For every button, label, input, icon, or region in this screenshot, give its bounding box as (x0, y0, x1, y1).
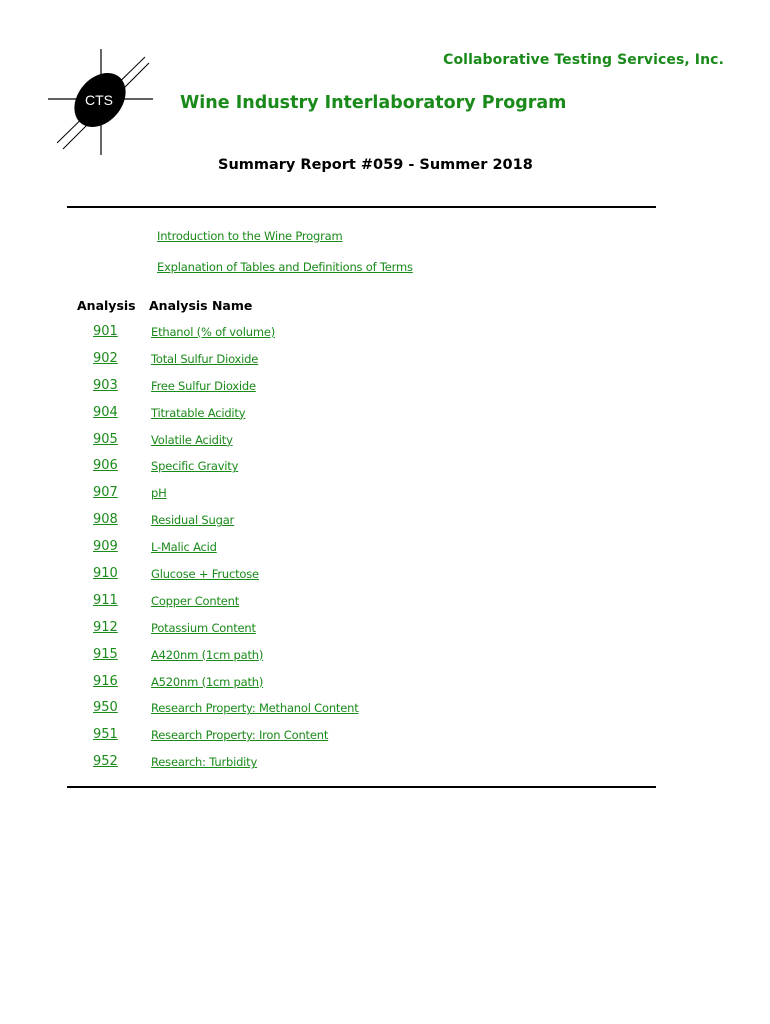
analysis-code-link[interactable]: 908 (93, 512, 118, 528)
table-row (0, 593, 770, 620)
analysis-code-link[interactable]: 951 (93, 727, 118, 743)
table-row (0, 432, 770, 459)
analysis-name-column-header: Analysis Name (149, 298, 253, 313)
analysis-code-link[interactable]: 905 (93, 431, 118, 447)
report-title: Summary Report #059 - Summer 2018 (218, 157, 533, 173)
analysis-name-link[interactable]: Free Sulfur Dioxide (151, 378, 256, 393)
bottom-divider (67, 786, 656, 788)
analysis-code-link[interactable]: 902 (93, 350, 118, 366)
explanation-link[interactable]: Explanation of Tables and Definitions of Terms (157, 260, 413, 274)
analysis-code-link[interactable]: 915 (93, 646, 118, 662)
table-row (0, 539, 770, 566)
table-row (0, 754, 770, 781)
analysis-code-link[interactable]: 909 (93, 539, 118, 555)
company-name: Collaborative Testing Services, Inc. (443, 52, 724, 68)
introduction-link[interactable]: Introduction to the Wine Program (157, 229, 343, 243)
table-row (0, 485, 770, 512)
analysis-code-link[interactable]: 911 (93, 592, 118, 608)
analysis-code-link[interactable]: 952 (93, 754, 118, 770)
analysis-name-link[interactable]: Ethanol (% of volume) (151, 325, 275, 339)
analysis-code-link[interactable]: 907 (93, 485, 118, 501)
analysis-code-link[interactable]: 910 (93, 566, 118, 582)
analysis-code-link[interactable]: 916 (93, 673, 118, 689)
table-row (0, 647, 770, 674)
analysis-name-link[interactable]: Residual Sugar (151, 513, 235, 528)
table-row (0, 512, 770, 539)
analysis-name-link[interactable]: pH (151, 486, 167, 501)
analysis-column-header: Analysis (77, 298, 136, 313)
analysis-code-link[interactable]: 906 (93, 458, 118, 474)
analysis-name-link[interactable]: Total Sulfur Dioxide (151, 351, 259, 366)
analysis-name-link[interactable]: Titratable Acidity (151, 405, 246, 420)
table-row (0, 727, 770, 754)
analysis-name-link[interactable]: A520nm (1cm path) (151, 674, 264, 689)
top-divider (67, 206, 656, 208)
analysis-name-link[interactable]: Potassium Content (151, 620, 256, 635)
analysis-code-link[interactable]: 901 (93, 324, 118, 339)
analysis-name-link[interactable]: Research: Turbidity (151, 755, 258, 770)
table-row (0, 351, 770, 378)
table-row (0, 405, 770, 432)
analysis-code-link[interactable]: 903 (93, 377, 118, 393)
analysis-name-link[interactable]: A420nm (1cm path) (151, 647, 264, 662)
table-row (0, 324, 770, 351)
analysis-list (0, 324, 770, 781)
analysis-name-link[interactable]: Specific Gravity (151, 459, 239, 474)
table-row (0, 566, 770, 593)
analysis-name-link[interactable]: Research Property: Iron Content (151, 728, 329, 743)
logo-text: CTS (85, 92, 113, 108)
table-row (0, 674, 770, 701)
table-row (0, 458, 770, 485)
analysis-name-link[interactable]: Glucose + Fructose (151, 567, 259, 582)
cts-logo (45, 47, 155, 157)
analysis-name-link[interactable]: Copper Content (151, 593, 240, 608)
analysis-name-link[interactable]: Research Property: Methanol Content (151, 701, 359, 716)
analysis-code-link[interactable]: 950 (93, 700, 118, 716)
analysis-code-link[interactable]: 912 (93, 619, 118, 635)
program-title: Wine Industry Interlaboratory Program (180, 93, 567, 113)
analysis-name-link[interactable]: L-Malic Acid (151, 540, 217, 555)
table-row (0, 620, 770, 647)
table-row (0, 378, 770, 405)
analysis-name-link[interactable]: Volatile Acidity (151, 432, 233, 447)
analysis-code-link[interactable]: 904 (93, 404, 118, 420)
table-row (0, 700, 770, 727)
